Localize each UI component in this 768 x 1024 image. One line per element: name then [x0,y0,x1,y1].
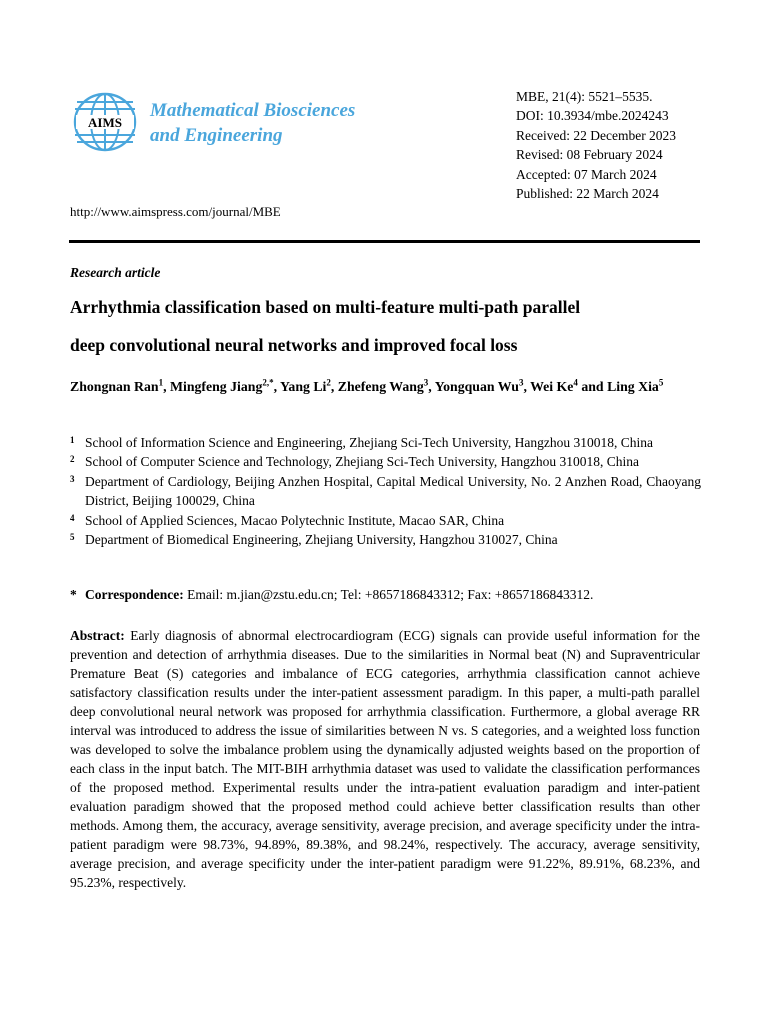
correspondence-details[interactable]: Email: m.jian@zstu.edu.cn; Tel: +8657186843312; Fax: +8657186843312. [183,587,594,602]
svg-text:AIMS: AIMS [88,115,122,130]
journal-name-line-2: and Engineering [150,125,283,146]
affiliation-item [70,452,701,471]
author-name: Mingfeng Jiang [169,379,263,394]
author-name: Ling Xia [607,379,659,394]
author-affiliation-mark: 3 [518,377,524,388]
paper-title-line-2: deep convolutional neural networks and improved focal loss [70,335,518,355]
affiliation-text: School of Information Science and Engineering, Zhejiang Sci-Tech University, Hangzhou 310018, China [85,435,654,450]
author-name: Zhefeng Wang [337,379,424,394]
affiliation-number: 1 [70,435,75,445]
received-date: Received: 22 December 2023 [516,127,677,143]
affiliation-item [70,530,701,549]
correspondence [70,587,701,603]
author-list [70,377,701,396]
abstract [70,626,700,892]
accepted-date: Accepted: 07 March 2024 [516,166,657,182]
author-name: Wei Ke [530,379,574,394]
author-separator: , [523,379,531,394]
affiliation-number: 2 [70,454,75,465]
author-separator: , [330,379,338,394]
author-affiliation-mark: 5 [658,377,664,388]
author-name: Yang Li [280,379,327,394]
affiliation-item [70,433,701,452]
header-divider [69,240,700,243]
affiliation-text: School of Applied Sciences, Macao Polytechnic Institute, Macao SAR, China [85,512,505,528]
publication-meta [516,87,676,203]
author-separator: , [273,379,280,394]
journal-name [150,98,355,148]
doi[interactable]: DOI: 10.3934/mbe.2024243 [516,108,669,124]
aims-logo [72,92,138,152]
author-separator: and [577,379,608,394]
abstract-text: Early diagnosis of abnormal electrocardiogram (ECG) signals can provide useful information for the prevention and detection of arrhythmia diseases. Due to the similarities in Normal beat (N) and Supraventricular Premature Beat (S) categories and imbalance of ECG categories, arrhythmia classification cannot achieve satisfactory classification results under the inter-patient assessment paradigm. In this paper, a multi-path parallel deep convolutional neural network was proposed for arrhythmia classification. Furthermore, a global average RR interval was introduced to address the issue of similarities between N vs. S categories, and a weighted loss function was developed to solve the imbalance problem using the dynamically adjusted weights based on the proportion of each class in the input batch. The MIT-BIH arrhythmia dataset was used to validate the classification performances of the proposed method. Experimental results under the intra-patient evaluation paradigm and inter-patient evaluation paradigm showed that the proposed method could achieve better classification results than other methods. Among them, the accuracy, average sensitivity, average precision, and average specificity under the intra-patient paradigm were 98.73%, 94.89%, 89.38%, and 98.24%, respectively. The accuracy, average sensitivity, average precision, and average specificity under the inter-patient paradigm were 91.22%, 89.91%, 68.23%, and 95.23%, respectively. [70,628,700,890]
abstract-label: Abstract: [70,628,125,643]
affiliation-item [70,511,701,530]
author-affiliation-mark: 4 [573,377,578,388]
author-affiliation-mark: 2 [326,377,331,388]
affiliation-text: Department of Biomedical Engineering, Zhejiang University, Hangzhou 310027, China [85,532,558,548]
published-date: Published: 22 March 2024 [516,186,659,202]
correspondence-body [85,587,593,603]
author-separator: , [163,379,170,394]
journal-url-link[interactable]: http://www.aimspress.com/journal/MBE [70,204,281,219]
author-affiliation-mark: 3 [423,377,429,388]
affiliation-list [70,433,701,549]
correspondence-label: Correspondence: [85,587,184,602]
affiliation-number: 4 [70,512,75,523]
author-affiliation-mark: 2,* [262,377,274,388]
correspondence-marker: * [70,587,77,602]
author-separator: , [428,379,435,394]
revised-date: Revised: 08 February 2024 [516,147,663,163]
article-type: Research article [70,265,161,280]
affiliation-text: Department of Cardiology, Beijing Anzhen Hospital, Capital Medical University, No. 2 Anzhen Road, Chaoyang District, Beijing 100029, China [85,473,701,509]
affiliation-text: School of Computer Science and Technology, Zhejiang Sci-Tech University, Hangzhou 310018, China [85,454,639,470]
author-name: Yongquan Wu [434,379,519,394]
journal-name-line-1: Mathematical Biosciences [150,100,356,121]
affiliation-item [70,472,701,511]
affiliation-number: 3 [70,473,75,484]
volume-pages: MBE, 21(4): 5521–5535. [516,89,653,104]
affiliation-number: 5 [70,532,75,543]
paper-title [70,288,701,364]
author-name: Zhongnan Ran [70,379,159,394]
author-affiliation-mark: 1 [158,377,164,388]
paper-title-line-1: Arrhythmia classification based on multi-feature multi-path parallel [70,297,581,317]
